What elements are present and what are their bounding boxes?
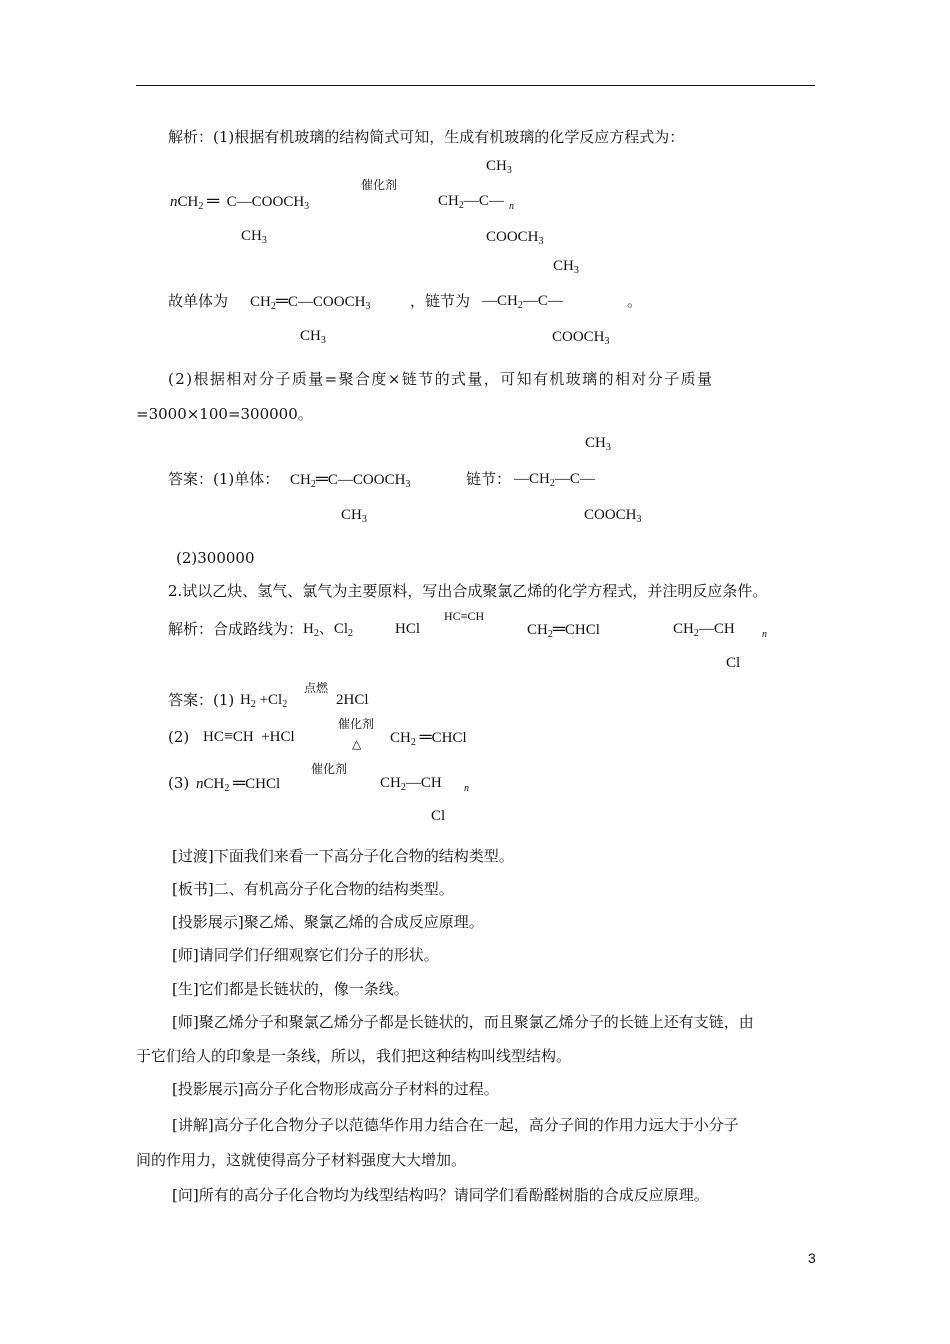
answer-monomer-methyl: $CH_3$ bbox=[341, 507, 367, 525]
polymer-methyl-top: $CH_3$ bbox=[486, 158, 512, 176]
header-rule bbox=[136, 85, 815, 86]
unit-methyl-top: $CH_3$ bbox=[553, 258, 579, 276]
answer-2-pvc-cl: Cl bbox=[431, 808, 446, 824]
unit-prefix: ，链节为 bbox=[410, 292, 471, 310]
answer-2-prefix: 答案：(1) bbox=[168, 691, 235, 709]
end-mark: 。 bbox=[627, 292, 643, 310]
answer-2-pvc-backbone: $CH_2—CH$ bbox=[380, 775, 442, 793]
route-reagent: HC≡CH bbox=[444, 609, 485, 623]
paragraph-lecture-line-2: 间的作用力，这就使得高分子材料强度大大增加。 bbox=[136, 1151, 467, 1169]
route-pvc-backbone: $CH_2—CH$ bbox=[673, 621, 735, 639]
page-number: 3 bbox=[808, 1250, 816, 1266]
paragraph-projection-2: [投影展示]高分子化合物形成高分子材料的过程。 bbox=[172, 1080, 499, 1098]
polymer-n-1: n bbox=[509, 201, 514, 212]
monomer-formula-2: $CH_2═C—COOCH_3$ bbox=[250, 291, 371, 312]
catalyst-label-2: 催化剂 bbox=[338, 717, 375, 731]
route-pvc-n: n bbox=[762, 629, 767, 640]
answer-unit-label: 链节： bbox=[466, 470, 512, 488]
answer-2-step1-product: 2HCl bbox=[336, 692, 369, 708]
answer-2-step2-label: (2) bbox=[168, 728, 190, 746]
route-pvc-cl: Cl bbox=[726, 655, 741, 671]
answer-unit-ester: $COOCH_3$ bbox=[584, 507, 642, 525]
monomer-methyl-2: $CH_3$ bbox=[300, 328, 326, 346]
paragraph-question: [问]所有的高分子化合物均为线型结构吗？请同学们看酚醛树脂的合成反应原理。 bbox=[172, 1186, 709, 1204]
answer-2-step3-label: (3) bbox=[168, 774, 190, 792]
answer-2-pvc-n: n bbox=[464, 783, 469, 794]
route-prefix: 解析：合成路线为： bbox=[168, 620, 304, 638]
paragraph-projection-1: [投影展示]聚乙烯、聚氯乙烯的合成反应原理。 bbox=[172, 913, 484, 931]
paragraph-student: [生]它们都是长链状的，像一条线。 bbox=[172, 980, 409, 998]
paragraph-teacher-2-line-1: [师]聚乙烯分子和聚氯乙烯分子都是长链状的，而且聚氯乙烯分子的长链上还有支链，由 bbox=[172, 1013, 754, 1031]
answer-unit-methyl: $CH_3$ bbox=[585, 435, 611, 453]
paragraph-teacher-2-line-2: 于它们给人的印象是一条线，所以，我们把这种结构叫线型结构。 bbox=[136, 1047, 572, 1065]
question-2: 2.试以乙炔、氢气、氯气为主要原料，写出合成聚氯乙烯的化学方程式，并注明反应条件。 bbox=[168, 582, 768, 600]
heat-symbol: △ bbox=[352, 737, 362, 751]
answer-2-step2-reactants: HC≡CH +HCl bbox=[203, 728, 295, 745]
route-reactants: $H_2$、$Cl_2$ bbox=[303, 621, 354, 639]
paragraph-lecture-line-1: [讲解]高分子化合物分子以范德华作用力结合在一起，高分子间的作用力远大于小分子 bbox=[172, 1116, 739, 1134]
answer-unit-backbone: $—CH_2—C—$ bbox=[514, 471, 595, 489]
paragraph-transition: [过渡]下面我们来看一下高分子化合物的结构类型。 bbox=[172, 847, 514, 865]
route-vinyl-chloride: $CH_2═CHCl$ bbox=[527, 619, 600, 640]
answer-1-prefix: 答案：(1)单体： bbox=[168, 470, 280, 488]
answer-2-step1-reactants: $H_2 +Cl_2$ bbox=[240, 692, 288, 710]
polymer-ester-1: $COOCH_3$ bbox=[486, 229, 544, 247]
analysis-2-line-1: (2)根据相对分子质量=聚合度×链节的式量，可知有机玻璃的相对分子质量 bbox=[168, 370, 714, 388]
answer-2-step3-reactant: nCH$_2$ ═CHCl bbox=[196, 773, 281, 794]
paragraph-board: [板书]二、有机高分子化合物的结构类型。 bbox=[172, 880, 454, 898]
monomer-formula: nCH$_2$ ═ $C—COOCH_3$ bbox=[170, 191, 310, 212]
monomer-methyl: $CH_3$ bbox=[241, 228, 267, 246]
paragraph-teacher-1: [师]请同学们仔细观察它们分子的形状。 bbox=[172, 946, 439, 964]
monomer-prefix: 故单体为 bbox=[168, 292, 229, 310]
answer-2-step2-product: $CH_2$ ═CHCl bbox=[390, 727, 467, 748]
answer-1b: (2)300000 bbox=[176, 549, 255, 567]
unit-backbone: $—CH_2—C—$ bbox=[482, 293, 563, 311]
catalyst-label-1: 催化剂 bbox=[361, 178, 398, 192]
analysis-2-line-2: =3000×100=300000。 bbox=[136, 405, 313, 423]
unit-ester: $COOCH_3$ bbox=[552, 329, 610, 347]
route-hcl: HCl bbox=[395, 621, 421, 637]
catalyst-label-3: 催化剂 bbox=[311, 762, 348, 776]
analysis-1-intro: 解析：(1)根据有机玻璃的结构简式可知，生成有机玻璃的化学反应方程式为： bbox=[168, 128, 685, 146]
polymer-backbone-1: $CH_2—C—$ bbox=[438, 193, 504, 211]
condition-burn: 点燃 bbox=[304, 681, 329, 695]
answer-monomer: $CH_2═C—COOCH_3$ bbox=[290, 469, 411, 490]
